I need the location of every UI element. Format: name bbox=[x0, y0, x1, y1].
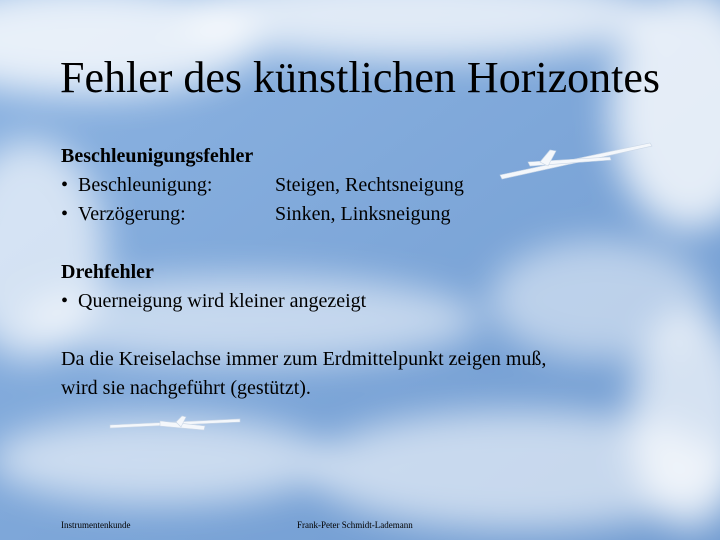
paragraph-line: Da die Kreiselachse immer zum Erdmittelpunkt zeigen muß, bbox=[61, 348, 547, 370]
paragraph-line: wird sie nachgeführt (gestützt). bbox=[61, 377, 311, 399]
list-item bbox=[61, 171, 546, 200]
item-label: Beschleunigung: bbox=[78, 174, 213, 196]
item-value: Steigen, Rechtsneigung bbox=[275, 174, 464, 196]
section-heading: Beschleunigungsfehler bbox=[61, 145, 254, 167]
item-value: Sinken, Linksneigung bbox=[275, 203, 451, 225]
bullet: • bbox=[61, 290, 69, 312]
paragraph bbox=[61, 345, 546, 403]
bullet: • bbox=[61, 203, 69, 225]
item-text: Querneigung wird kleiner angezeigt bbox=[78, 290, 367, 312]
section-heading: Drehfehler bbox=[61, 261, 154, 283]
footer-author: Frank-Peter Schmidt-Lademann bbox=[297, 520, 413, 530]
item-label: Verzögerung: bbox=[78, 203, 186, 225]
slide-title: Fehler des künstlichen Horizontes bbox=[60, 53, 660, 102]
slide-content bbox=[61, 142, 546, 403]
list-item bbox=[61, 287, 546, 316]
footer-course: Instrumentenkunde bbox=[61, 520, 131, 530]
bullet: • bbox=[61, 174, 69, 196]
list-item bbox=[61, 200, 546, 229]
